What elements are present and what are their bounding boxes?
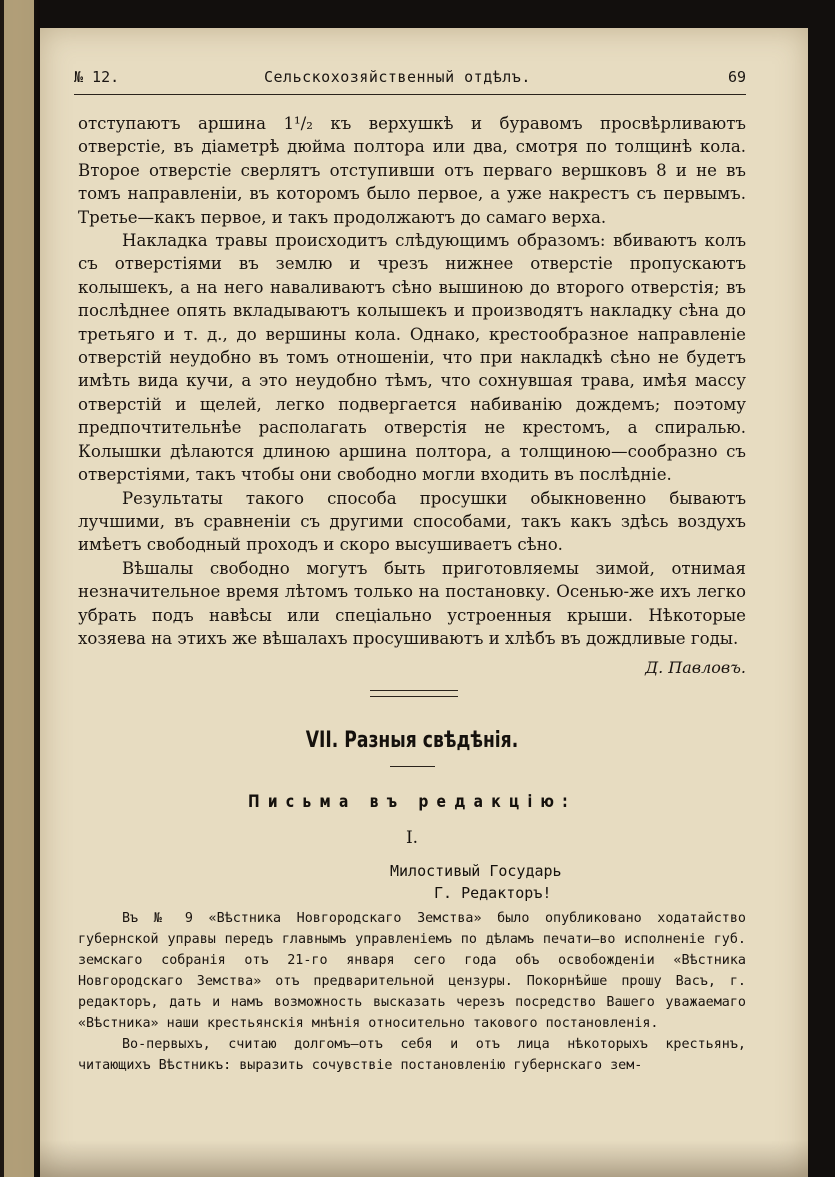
paragraph: отступаютъ аршина 1¹/₂ къ верхушкѣ и буравомъ просвѣрливаютъ отверстіе, въ діаметрѣ дюйма полтора или два, смотря по толщинѣ кола. Второе отверстіе сверлятъ отступивши отъ перваго вершковъ 8 и не въ томъ направленіи, въ которомъ было первое, а уже накрестъ съ первымъ. Третье—какъ первое, и такъ продолжаютъ до самаго верха. — [78, 114, 746, 227]
salutation-line: Милостивый Государь — [390, 862, 562, 880]
author-signature: Д. Павловъ. — [645, 658, 746, 677]
salutation — [390, 860, 650, 904]
header-rule — [74, 94, 746, 95]
page-number: 69 — [727, 68, 746, 86]
letters-heading: Письма въ редакцію: — [248, 792, 576, 812]
salutation-line: Г. Редакторъ! — [434, 884, 552, 902]
article-body — [78, 112, 746, 650]
paragraph: Въ № 9 «Вѣстника Новгородскаго Земства» было опубликовано ходатайство губернской управы передъ главнымъ управленіемъ по дѣламъ печати—во исполненіе губ. земскаго собранія отъ 21-го января сего года объ освобожденіи «Вѣстника Новгородскаго Земства» отъ предварительной цензуры. Покорнѣйше прошу Васъ, г. редакторъ, дать и намъ возможность высказать черезъ посредство Вашего уважаемаго «Вѣстника» наши крестьянскія мнѣнія относительно такового постановленія. — [78, 911, 746, 1031]
issue-number: № 12. — [74, 68, 120, 86]
paragraph: Накладка травы происходитъ слѣдующимъ образомъ: вбиваютъ колъ съ отверстіями въ землю и чрезъ нижнее отверстіе пропускаютъ колышекъ, а на него наваливаютъ сѣно вышиною до второго отверстія; въ послѣднее опять вкладываютъ колышекъ и производятъ накладку сѣна до третьяго и т. д., до вершины кола. Однако, крестообразное направленіе отверстій неудобно въ томъ отношеніи, что при накладкѣ сѣно не будетъ имѣть вида кучи, а это неудобно тѣмъ, что сохнувшая трава, имѣя массу отверстій и щелей, легко подвергается набиванію дождемъ; поэтому предпочтительнѣе располагать отверстія не крестомъ, а спиралью. Колышки дѣлаются длиною аршина полтора, а толщиною—сообразно съ отверстіями, такъ чтобы они свободно могли входить въ послѣдніе. — [78, 231, 746, 485]
letter-body — [78, 908, 746, 1076]
previous-page-edge — [4, 0, 34, 1177]
section-divider — [370, 690, 458, 697]
section-header: Сельскохозяйственный отдѣлъ. — [264, 68, 531, 86]
paragraph: Результаты такого способа просушки обыкновенно бываютъ лучшими, въ сравненіи съ другими способами, такъ какъ здѣсь воздухъ имѣетъ свободный проходъ и скоро высушиваетъ сѣно. — [78, 488, 746, 555]
page-bottom-shade — [40, 1140, 808, 1177]
paragraph: Вѣшалы свободно могутъ быть приготовляемы зимой, отнимая незначительное время лѣтомъ только на постановку. Осенью-же ихъ легко убрать подъ навѣсы или спеціально устроенныя крыши. Нѣкоторые хозяева на этихъ же вѣшалахъ просушиваютъ и хлѣбъ въ дождливые годы. — [78, 558, 746, 648]
letter-number: I. — [405, 828, 419, 848]
paragraph: Во-первыхъ, считаю долгомъ—отъ себя и отъ лица нѣкоторыхъ крестьянъ, читающихъ Вѣстникъ: выразить сочувствіе постановленію губернскаго зем- — [78, 1037, 746, 1073]
section-title: VII. Разныя свѣдѣнія. — [305, 728, 519, 753]
title-divider — [390, 766, 435, 767]
running-header — [74, 68, 746, 92]
